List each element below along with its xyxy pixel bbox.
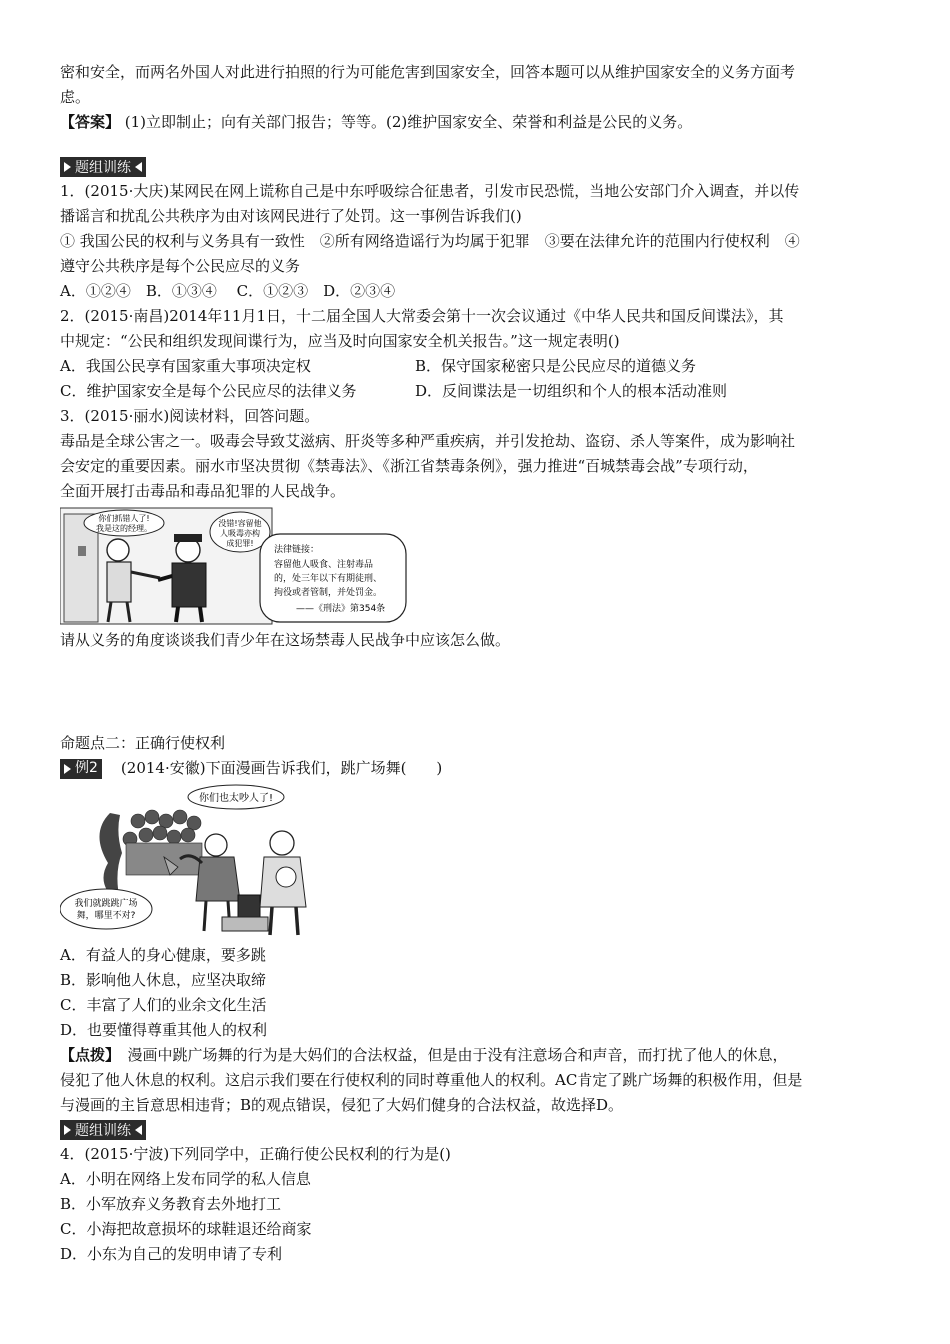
- section-tag-label: 题组训练: [75, 160, 131, 176]
- law-link-title: 法律链接：: [274, 545, 320, 555]
- answer-line: [60, 110, 892, 135]
- bubble-left-line2: 舞，哪里不对?: [76, 911, 136, 921]
- bubble-left-line1: 我们就跳跳广场: [74, 899, 138, 909]
- answer-text: (1)立即制止；向有关部门报告；等等。(2)维护国家安全、荣誉和利益是公民的义务。: [120, 113, 693, 131]
- bubble1-line1: 你们抓错人了!: [98, 514, 150, 523]
- square-dance-cartoon: [60, 783, 320, 941]
- bubble1-line2: 我是这的经理。: [96, 524, 152, 533]
- hint-label: 【点拨】: [60, 1046, 113, 1064]
- hint-text: 漫画中跳广场舞的行为是大妈们的合法权益，但是由于没有注意场合和声音，而打扰了他人的休息，: [112, 1046, 788, 1064]
- example-tag-label: 例2: [75, 760, 98, 776]
- question-3-line: 毒品是全球公害之一。吸毒会导致艾滋病、肝炎等多种严重疾病，并引发抢劫、盗窃、杀人等案件，成为影响社: [60, 432, 796, 450]
- question-2-options-row: [60, 354, 892, 379]
- text-line: 虑。: [60, 88, 91, 106]
- hint-line: 侵犯了他人休息的权利。这启示我们要在行使权利的同时尊重他人的权利。AC肯定了跳广场舞的积极作用，但是: [60, 1071, 803, 1089]
- question-2-line: 中规定：“公民和组织发现间谍行为，应当及时向国家安全机关报告。”这一规定表明(): [60, 332, 620, 350]
- answer-label: 【答案】: [60, 113, 121, 131]
- example-line: [60, 756, 892, 781]
- bubble-top: 你们也太吵人了!: [198, 793, 274, 804]
- question-1-line: 播谣言和扰乱公共秩序为由对该网民进行了处罚。这一事例告诉我们(): [60, 207, 522, 225]
- example-tag: [60, 759, 102, 779]
- question-1-line: ① 我国公民的权利与义务具有一致性 ②所有网络造谣行为均属于犯罪 ③要在法律允许的范围内行使权利 ④: [60, 232, 800, 250]
- option-d: D．也要懂得尊重其他人的权利: [60, 1021, 268, 1039]
- triangle-right-icon: [64, 1125, 71, 1135]
- question-3-prompt: 请从义务的角度谈谈我们青少年在这场禁毒人民战争中应该怎么做。: [60, 631, 511, 649]
- option-c: C．小海把故意损坏的球鞋退还给商家: [60, 1220, 312, 1238]
- bubble2-line2: 人吸毒亦构: [220, 529, 260, 538]
- question-3-line: 会安定的重要因素。丽水市坚决贯彻《禁毒法》、《浙江省禁毒条例》，强力推进“百城禁毒会战”专项行动，: [60, 457, 758, 475]
- section-tag: [60, 1120, 146, 1140]
- option-c: C．维护国家安全是每个公民应尽的法律义务: [60, 382, 357, 400]
- question-1-line: 遵守公共秩序是每个公民应尽的义务: [60, 257, 301, 275]
- example-text: (2014·安徽)下面漫画告诉我们，跳广场舞( ): [105, 759, 443, 777]
- question-3-line: 3．(2015·丽水)阅读材料，回答问题。: [60, 407, 320, 425]
- triangle-right-icon: [64, 764, 71, 774]
- option-b: B．小军放弃义务教育去外地打工: [60, 1195, 282, 1213]
- option-b: B．影响他人休息，应坚决取缔: [60, 971, 267, 989]
- option-d: D．小东为自己的发明申请了专利: [60, 1245, 283, 1263]
- text-line: 密和安全，而两名外国人对此进行拍照的行为可能危害到国家安全，回答本题可以从维护国家安全的义务方面考: [60, 63, 796, 81]
- question-1-options: A．①②④ B．①③④ C．①②③ D．②③④: [60, 282, 396, 300]
- law-link-source: ——《刑法》第354条: [296, 604, 386, 614]
- bubble2-line3: 成犯罪!: [226, 539, 254, 548]
- option-d: D．反间谍法是一切组织和个人的根本活动准则: [415, 382, 728, 400]
- question-2-options-row: [60, 379, 892, 404]
- law-link-line: 容留他人吸食、注射毒品: [274, 560, 374, 570]
- question-1-line: 1．(2015·大庆)某网民在网上谎称自己是中东呼吸综合征患者，引发市民恐慌，当地公安部门介入调查，并以传: [60, 182, 800, 200]
- question-3-line: 全面开展打击毒品和毒品犯罪的人民战争。: [60, 482, 346, 500]
- drug-cartoon: [60, 506, 410, 626]
- triangle-left-icon: [135, 1125, 142, 1135]
- option-a: A．小明在网络上发布同学的私人信息: [60, 1170, 311, 1188]
- option-c: C．丰富了人们的业余文化生活: [60, 996, 267, 1014]
- option-a: A．我国公民享有国家重大事项决定权: [60, 357, 311, 375]
- document-page: [60, 60, 892, 1267]
- triangle-right-icon: [64, 162, 71, 172]
- hint-line: [60, 1043, 892, 1068]
- option-b: B．保守国家秘密只是公民应尽的道德义务: [415, 357, 697, 375]
- section-tag-label: 题组训练: [75, 1123, 131, 1139]
- question-2-line: 2．(2015·南昌)2014年11月1日，十二届全国人大常委会第十一次会议通过《中华人民共和国反间谍法》，其: [60, 307, 784, 325]
- hint-line: 与漫画的主旨意思相违背；B的观点错误，侵犯了大妈们健身的合法权益，故选择D。: [60, 1096, 624, 1114]
- triangle-left-icon: [135, 162, 142, 172]
- question-4-line: 4．(2015·宁波)下列同学中，正确行使公民权利的行为是(): [60, 1145, 451, 1163]
- option-a: A．有益人的身心健康，要多跳: [60, 946, 266, 964]
- law-link-line: 的，处三年以下有期徒刑、: [274, 574, 383, 584]
- law-link-line: 拘役或者管制，并处罚金。: [274, 588, 383, 598]
- section-tag: [60, 157, 146, 177]
- section-heading: 命题点二：正确行使权利: [60, 734, 226, 752]
- bubble2-line1: 没错!容留他: [218, 519, 262, 528]
